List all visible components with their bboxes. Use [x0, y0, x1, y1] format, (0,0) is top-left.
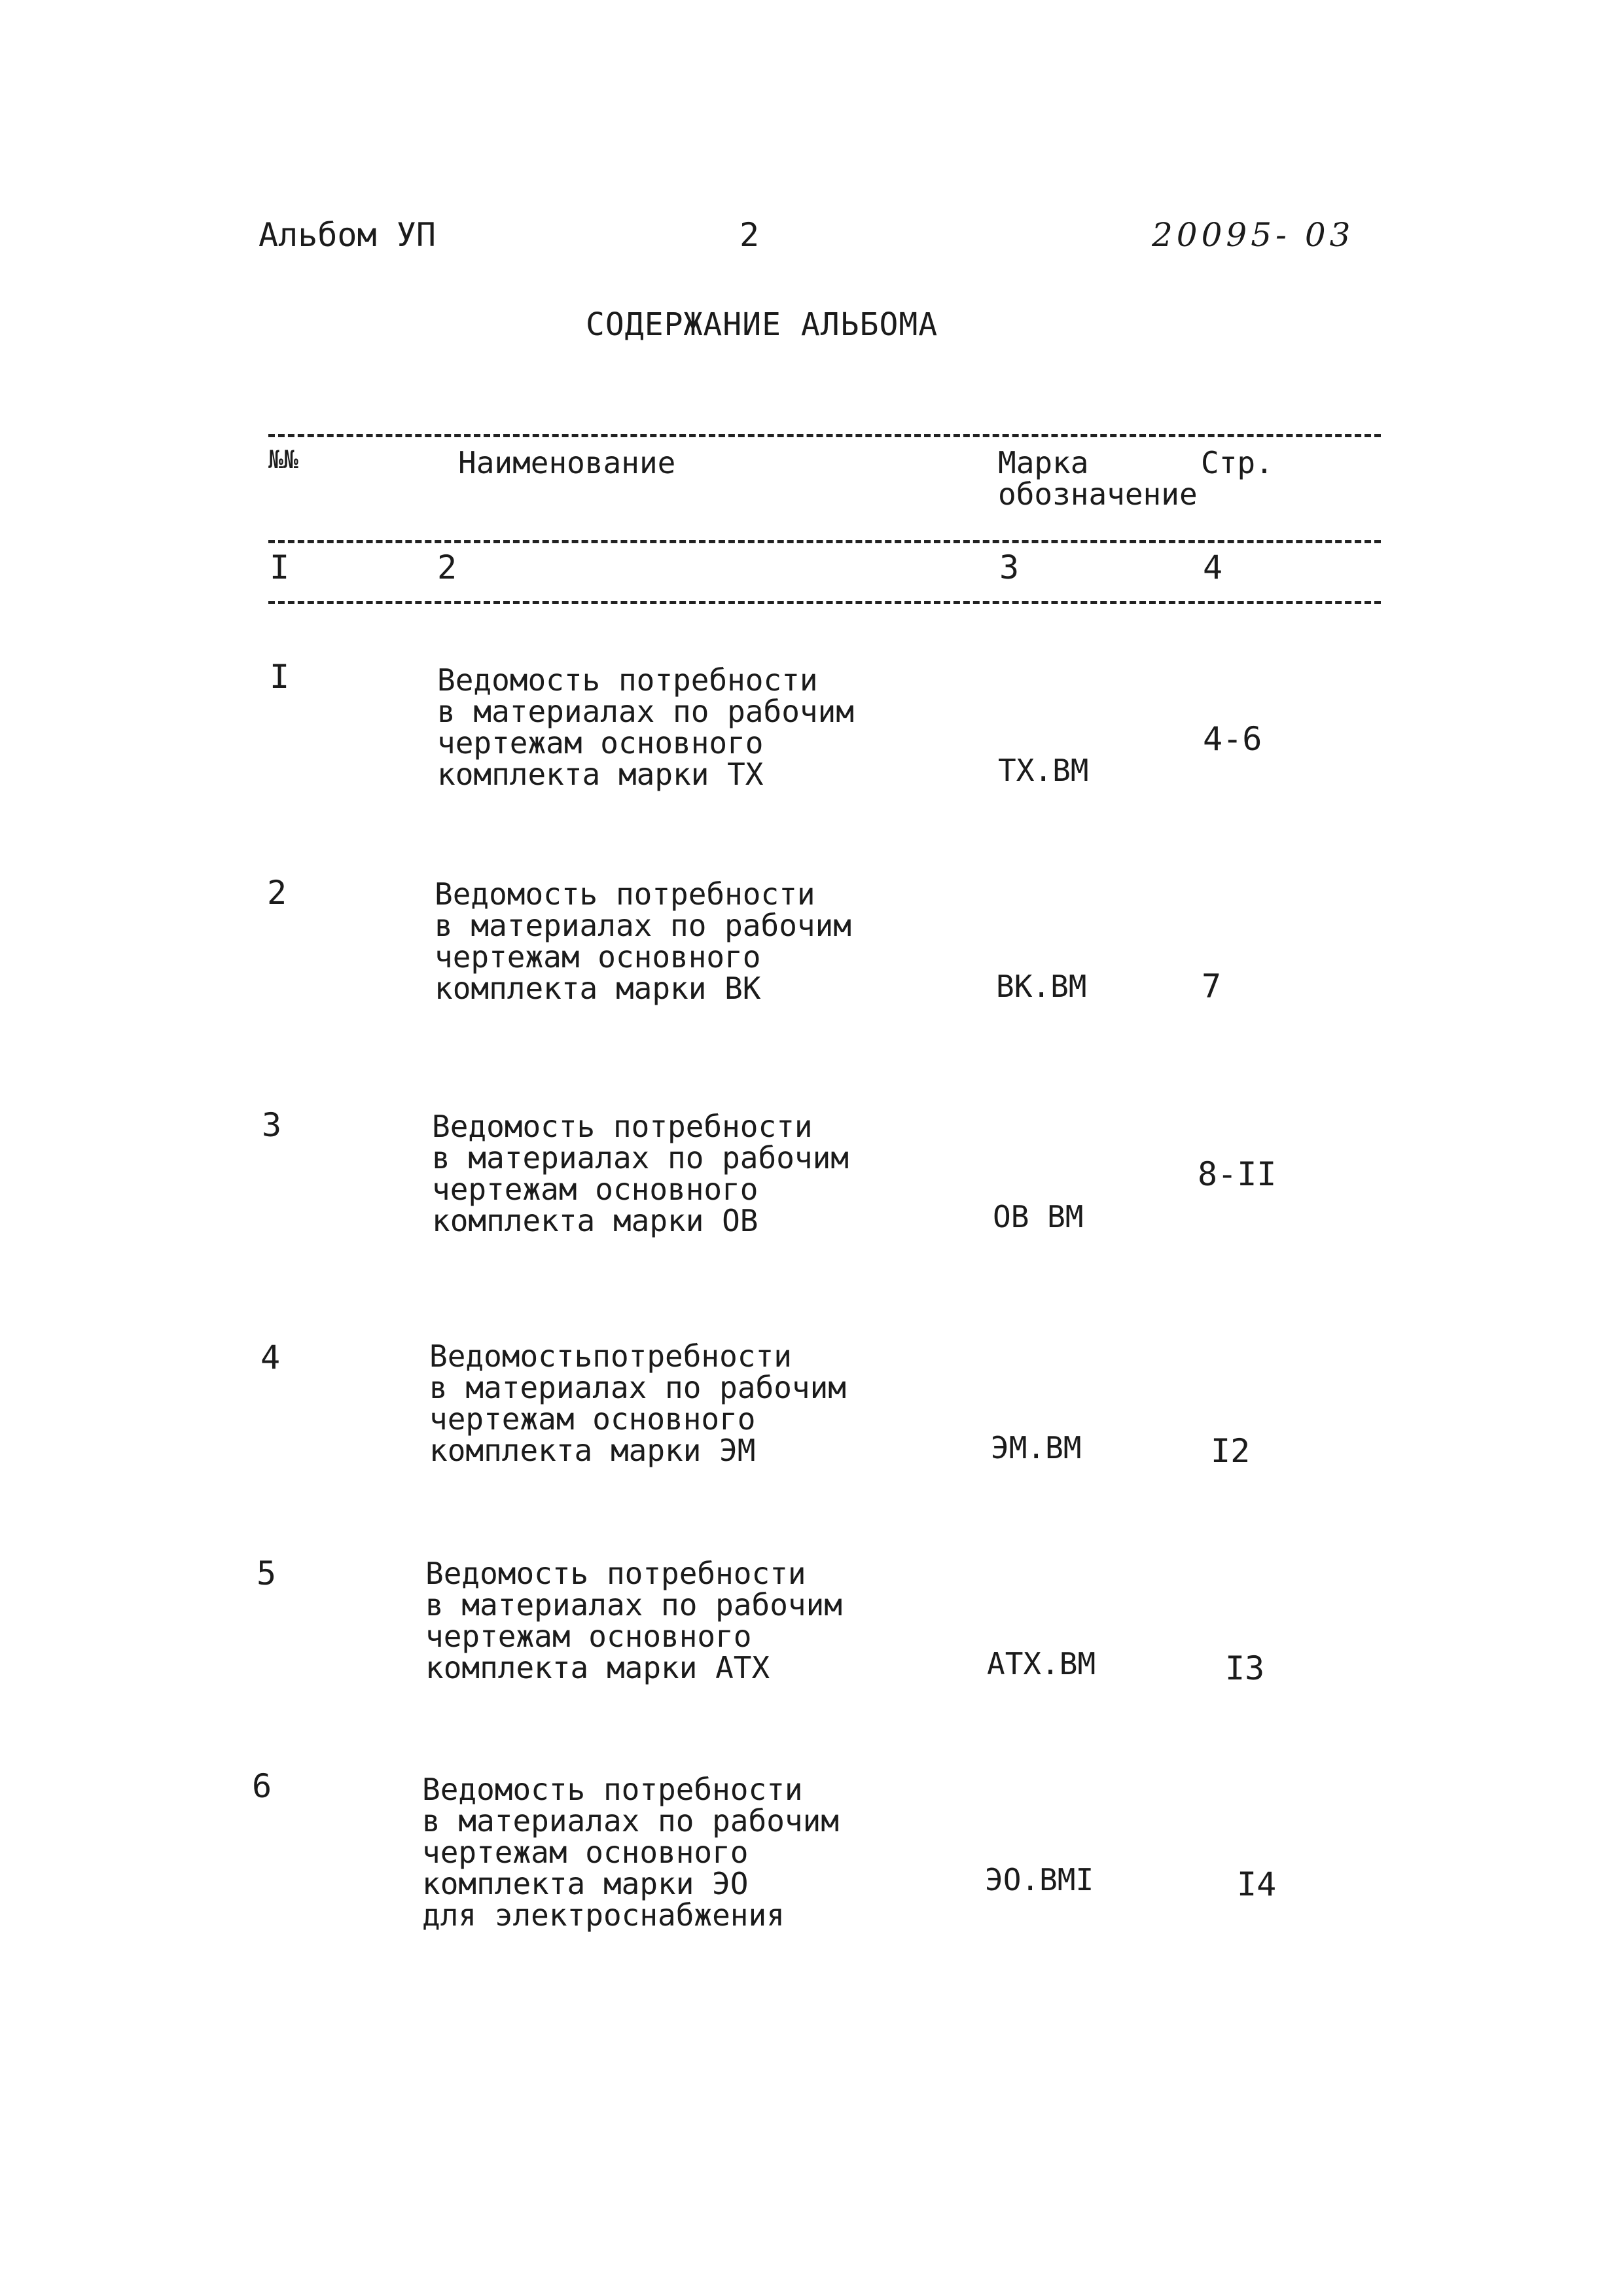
document-code: 20095- 03	[1152, 216, 1355, 254]
row-number: 4	[260, 1338, 281, 1376]
row-page: 7	[1202, 967, 1222, 1005]
row-number: 5	[257, 1554, 277, 1592]
column-number-3: 3	[999, 548, 1020, 586]
row-name: Ведомость потребности в материалах по рабочим чертежам основного комплекта марки ВК	[435, 876, 851, 1006]
page-title: СОДЕРЖАНИЕ АЛЬБОМА	[586, 306, 938, 343]
row-name: Ведомость потребности в материалах по рабочим чертежам основного комплекта марки АТХ	[425, 1556, 842, 1685]
row-mark: ЭО.ВМI	[985, 1862, 1094, 1897]
row-number: 3	[262, 1106, 282, 1144]
row-page: 8-II	[1198, 1155, 1277, 1193]
row-number: 6	[252, 1767, 272, 1805]
row-name: Ведомость потребности в материалах по рабочим чертежам основного комплекта марки ЭО для электроснабжения	[422, 1772, 839, 1933]
row-name: Ведомость потребности в материалах по рабочим чертежам основного комплекта марки ТХ	[437, 662, 854, 792]
row-mark: ВК.ВМ	[996, 969, 1087, 1004]
column-number-2: 2	[437, 548, 457, 586]
row-page: I4	[1237, 1865, 1277, 1903]
row-mark: ОВ ВМ	[993, 1199, 1084, 1234]
column-header-mark: Марка	[998, 445, 1089, 480]
column-numbers-top-divider	[268, 540, 1381, 543]
row-page: 4-6	[1203, 720, 1262, 758]
row-number: I	[270, 658, 290, 696]
row-number: 2	[267, 874, 287, 912]
column-header-mark-sub: обозначение	[998, 476, 1198, 512]
row-page: I3	[1225, 1649, 1265, 1687]
column-numbers-bottom-divider	[268, 601, 1381, 604]
row-name: Ведомостьпотребности в материалах по рабочим чертежам основного комплекта марки ЭМ	[429, 1338, 846, 1468]
column-header-number: №№	[268, 445, 298, 474]
row-name: Ведомость потребности в материалах по рабочим чертежам основного комплекта марки ОВ	[432, 1109, 849, 1238]
column-number-4: 4	[1203, 548, 1223, 586]
page-number: 2	[740, 216, 760, 254]
column-header-page: Стр.	[1201, 445, 1274, 480]
column-header-name: Наименование	[458, 445, 676, 480]
row-mark: ТХ.ВМ	[998, 753, 1089, 788]
row-page: I2	[1211, 1432, 1251, 1470]
album-label: Альбом УП	[259, 216, 436, 254]
header-top-divider	[268, 434, 1381, 437]
row-mark: АТХ.ВМ	[987, 1646, 1096, 1681]
row-mark: ЭМ.ВМ	[991, 1430, 1082, 1465]
column-number-1: I	[270, 548, 290, 586]
